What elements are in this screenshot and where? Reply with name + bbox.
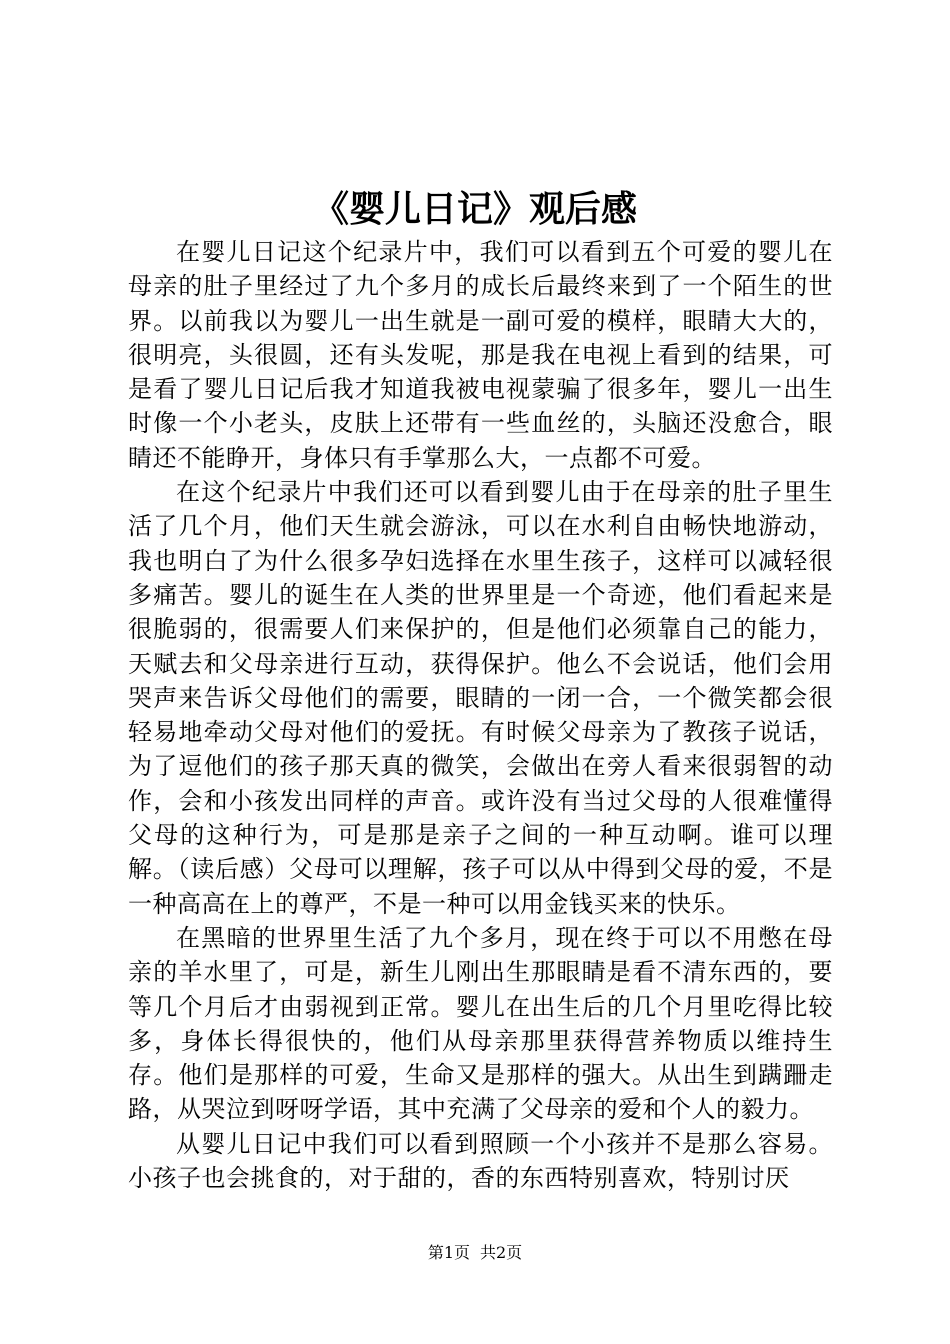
page-number: 第1页 [427, 1243, 470, 1262]
document-title: 《婴儿日记》观后感 [312, 189, 637, 230]
paragraph-4: 从婴儿日记中我们可以看到照顾一个小孩并不是那么容易。小孩子也会挑食的，对于甜的，香的东西特别喜欢，特别讨厌 [128, 1129, 833, 1193]
paragraph-3: 在黑暗的世界里生活了九个多月，现在终于可以不用憋在母亲的羊水里了，可是，新生儿刚出生那眼睛是看不清东西的，要等几个月后才由弱视到正常。婴儿在出生后的几个月里吃得比较多，身体长得很快的，他们从母亲那里获得营养物质以维持生存。他们是那样的可爱，生命又是那样的强大。从出生到蹒跚走路，从哭泣到呀呀学语，其中充满了父母亲的爱和个人的毅力。 [128, 923, 833, 1124]
page-total: 共2页 [480, 1243, 523, 1262]
paragraph-1: 在婴儿日记这个纪录片中，我们可以看到五个可爱的婴儿在母亲的肚子里经过了九个多月的成长后最终来到了一个陌生的世界。以前我以为婴儿一出生就是一副可爱的模样，眼睛大大的，很明亮，头很圆，还有头发呢，那是我在电视上看到的结果，可是看了婴儿日记后我才知道我被电视蒙骗了很多年，婴儿一出生时像一个小老头，皮肤上还带有一些血丝的，头脑还没愈合，眼睛还不能睁开，身体只有手掌那么大，一点都不可爱。 [128, 238, 833, 472]
paragraph-2: 在这个纪录片中我们还可以看到婴儿由于在母亲的肚子里生活了几个月，他们天生就会游泳，可以在水利自由畅快地游动，我也明白了为什么很多孕妇选择在水里生孩子，这样可以减轻很多痛苦。婴儿的诞生在人类的世界里是一个奇迹，他们看起来是很脆弱的，很需要人们来保护的，但是他们必须靠自己的能力，天赋去和父母亲进行互动，获得保护。他么不会说话，他们会用哭声来告诉父母他们的需要，眼睛的一闭一合，一个微笑都会很轻易地牵动父母对他们的爱抚。有时候父母亲为了教孩子说话，为了逗他们的孩子那天真的微笑，会做出在旁人看来很弱智的动作，会和小孩发出同样的声音。或许没有当过父母的人很难懂得父母的这种行为，可是那是亲子之间的一种互动啊。谁可以理解。（读后感）父母可以理解，孩子可以从中得到父母的爱，不是一种高高在上的尊严，不是一种可以用金钱买来的快乐。 [128, 478, 833, 918]
page-footer [0, 1242, 950, 1264]
document-body [128, 235, 833, 1195]
